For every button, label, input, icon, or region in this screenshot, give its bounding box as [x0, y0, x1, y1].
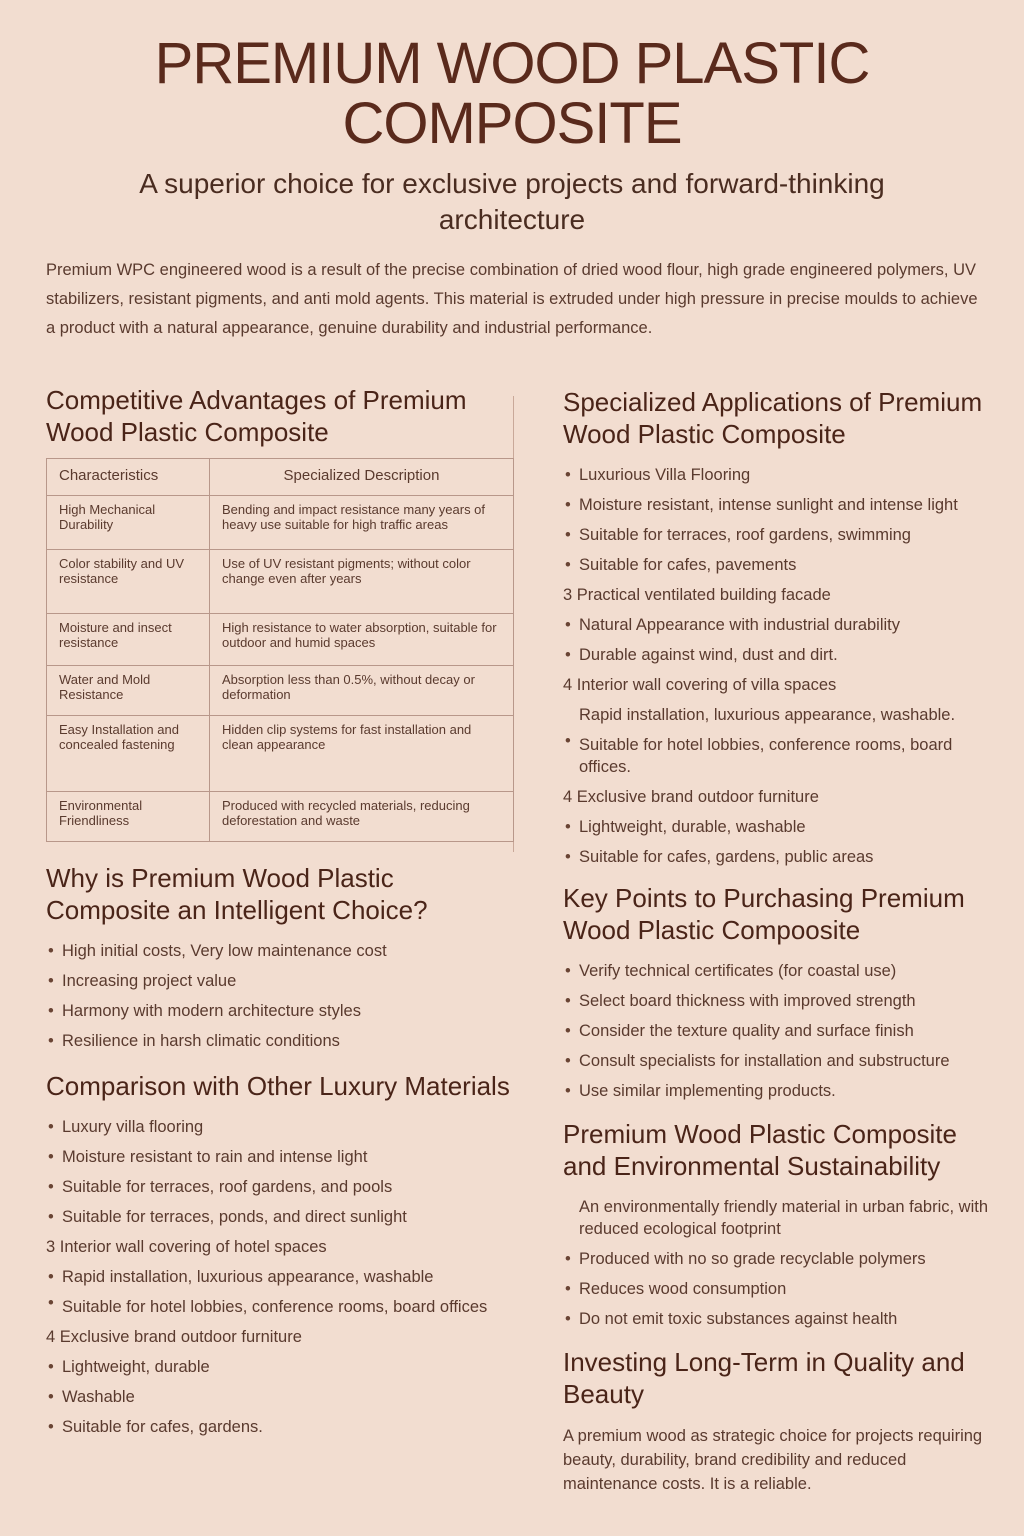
list-item: • Lightweight, durable, washable	[563, 812, 993, 842]
list-item: • Consult specialists for installation and substructure	[563, 1046, 993, 1076]
list-item: • Verify technical certificates (for coastal use)	[563, 956, 993, 986]
why-heading: Why is Premium Wood Plastic Composite an Intelligent Choice?	[46, 863, 428, 925]
table-cell: Color stability and UV resistance	[47, 550, 210, 614]
list-item: • Resilience in harsh climatic conditions	[46, 1026, 514, 1056]
list-item-numbered: 3 Practical ventilated building facade	[563, 586, 831, 604]
table-header-description: Specialized Description	[210, 459, 514, 496]
intro-paragraph: Premium WPC engineered wood is a result of the precise combination of dried wood flour, high grade engineered polymers, UV stabilizers, resistant pigments, and anti mold agents. This material is extruded under high pressure in precise moulds to achieve a product with a natural appearance, genuine durability and industrial performance.	[46, 261, 978, 337]
list-item: • Consider the texture quality and surface finish	[563, 1016, 993, 1046]
list-item: • Suitable for terraces, roof gardens, and pools	[46, 1172, 514, 1202]
list-item-numbered: 4 Interior wall covering of villa spaces	[563, 676, 837, 694]
list-item-numbered: 4 Exclusive brand outdoor furniture	[46, 1328, 302, 1346]
list-item: • Durable against wind, dust and dirt.	[563, 640, 993, 670]
applications-heading: Specialized Applications of Premium Wood Plastic Composite	[563, 387, 983, 449]
list-item: • Suitable for cafes, gardens.	[46, 1412, 514, 1442]
list-item: • Increasing project value	[46, 966, 514, 996]
table-cell: Water and Mold Resistance	[47, 666, 210, 716]
comparison-heading: Comparison with Other Luxury Materials	[46, 1071, 510, 1101]
table-row	[47, 496, 514, 550]
list-item-numbered: 3 Interior wall covering of hotel spaces	[46, 1238, 327, 1256]
table-row	[47, 666, 514, 716]
table-cell: Moisture and insect resistance	[47, 614, 210, 666]
list-item: • Moisture resistant to rain and intense light	[46, 1142, 514, 1172]
comparison-list	[46, 1112, 514, 1442]
list-item: • Suitable for hotel lobbies, conference rooms, board offices	[46, 1292, 514, 1322]
list-item: Rapid installation, luxurious appearance, washable.	[579, 706, 956, 724]
list-item: • Do not emit toxic substances against health	[563, 1304, 993, 1334]
table-row	[47, 614, 514, 666]
table-cell: Environmental Friendliness	[47, 792, 210, 842]
list-item: • Suitable for cafes, pavements	[563, 550, 993, 580]
table-cell: Absorption less than 0.5%, without decay or deformation	[210, 666, 514, 716]
list-item: • Produced with no so grade recyclable polymers	[563, 1244, 993, 1274]
left-column	[46, 384, 514, 1442]
table-cell: Use of UV resistant pigments; without color change even after years	[210, 550, 514, 614]
applications-list	[563, 460, 993, 872]
list-item-numbered: 4 Exclusive brand outdoor furniture	[563, 788, 819, 806]
list-item: • Suitable for terraces, ponds, and direct sunlight	[46, 1202, 514, 1232]
why-list	[46, 936, 514, 1056]
advantages-heading: Competitive Advantages of Premium Wood Plastic Composite	[46, 385, 467, 447]
list-item: • Suitable for terraces, roof gardens, swimming	[563, 520, 993, 550]
list-item: • Lightweight, durable	[46, 1352, 514, 1382]
investing-heading: Investing Long-Term in Quality and Beauty	[563, 1347, 965, 1409]
table-row	[47, 792, 514, 842]
list-item: • Washable	[46, 1382, 514, 1412]
sustainability-list	[563, 1192, 993, 1334]
purchasing-list	[563, 956, 993, 1106]
list-item: • Select board thickness with improved strength	[563, 986, 993, 1016]
table-cell: Produced with recycled materials, reducing deforestation and waste	[210, 792, 514, 842]
table-cell: Easy Installation and concealed fastening	[47, 716, 210, 792]
list-item: • High initial costs, Very low maintenance cost	[46, 936, 514, 966]
table-cell: High Mechanical Durability	[47, 496, 210, 550]
sustainability-heading: Premium Wood Plastic Composite and Environmental Sustainability	[563, 1119, 957, 1181]
list-item: • Suitable for cafes, gardens, public areas	[563, 842, 993, 872]
table-cell: Bending and impact resistance many years of heavy use suitable for high traffic areas	[210, 496, 514, 550]
table-header-characteristics: Characteristics	[47, 459, 210, 496]
table-row	[47, 550, 514, 614]
list-item: • Suitable for hotel lobbies, conference rooms, board offices.	[563, 730, 993, 782]
table-header-row	[47, 459, 514, 496]
list-item: • Moisture resistant, intense sunlight and intense light	[563, 490, 993, 520]
table-cell: Hidden clip systems for fast installation and clean appearance	[210, 716, 514, 792]
purchasing-heading: Key Points to Purchasing Premium Wood Plastic Compoosite	[563, 883, 965, 945]
list-item: • Luxury villa flooring	[46, 1112, 514, 1142]
page-subtitle: A superior choice for exclusive projects and forward-thinking architecture	[139, 168, 885, 235]
page-title: PREMIUM WOOD PLASTIC COMPOSITE	[154, 31, 870, 156]
list-item: • Natural Appearance with industrial durability	[563, 610, 993, 640]
list-item: • Harmony with modern architecture styles	[46, 996, 514, 1026]
investing-paragraph: A premium wood as strategic choice for projects requiring beauty, durability, brand credibility and reduced maintenance costs. It is a reliable.	[563, 1427, 983, 1493]
table-cell: High resistance to water absorption, suitable for outdoor and humid spaces	[210, 614, 514, 666]
list-item: An environmentally friendly material in urban fabric, with reduced ecological footprint	[579, 1198, 989, 1238]
list-item: • Use similar implementing products.	[563, 1076, 993, 1106]
list-item: • Luxurious Villa Flooring	[563, 460, 993, 490]
list-item: • Reduces wood consumption	[563, 1274, 993, 1304]
table-row	[47, 716, 514, 792]
list-item: • Rapid installation, luxurious appearance, washable	[46, 1262, 514, 1292]
right-column	[563, 386, 993, 1496]
advantages-table	[46, 458, 514, 842]
